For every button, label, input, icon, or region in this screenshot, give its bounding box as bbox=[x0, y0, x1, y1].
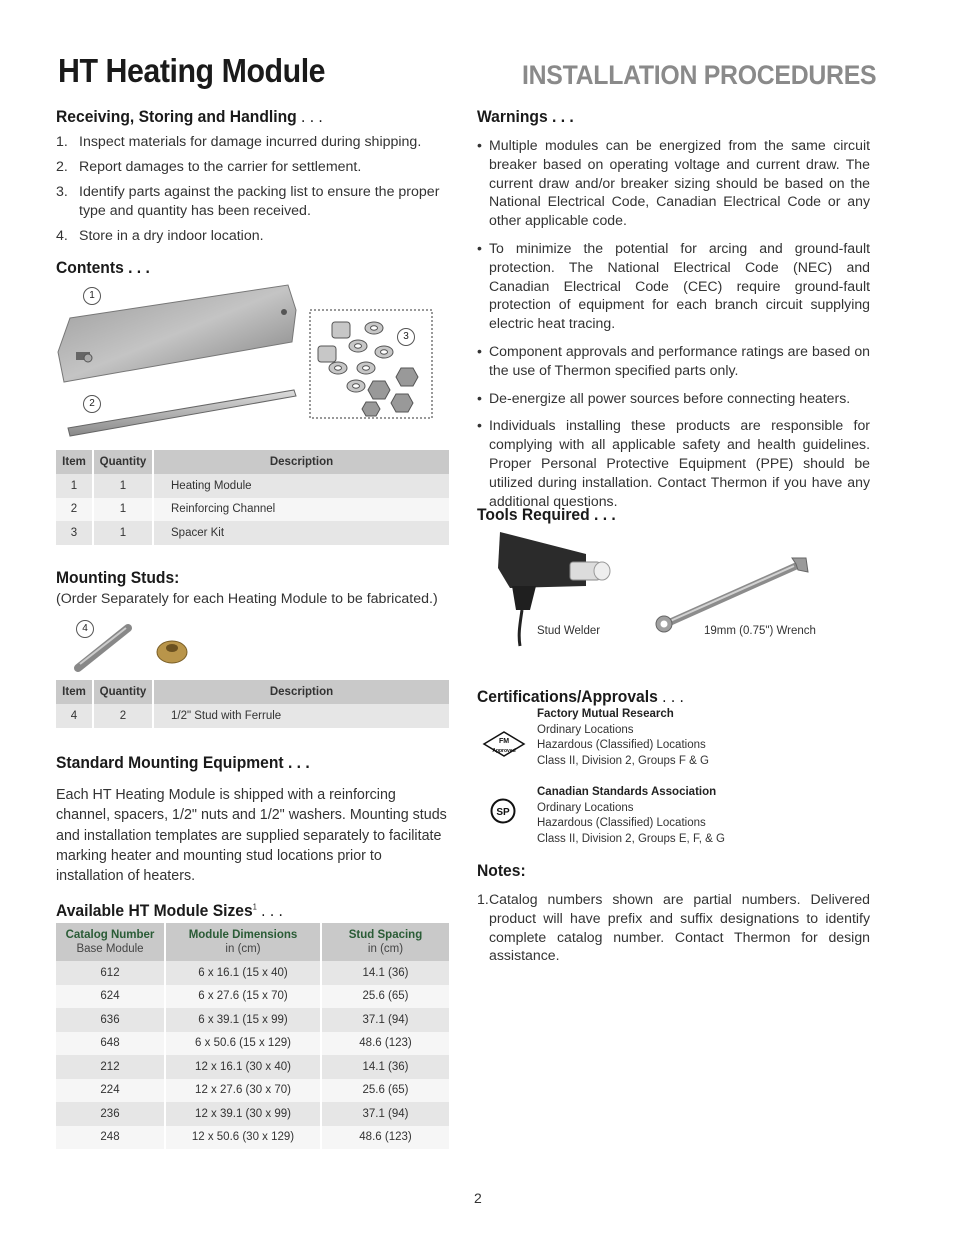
csa-line-1: Ordinary Locations bbox=[537, 802, 634, 814]
note-item: 1. Catalog numbers shown are partial numbers. Delivered product will have prefix and suffix designations to identify complete catalog number. Contact Thermon for design assistance. bbox=[477, 891, 870, 964]
studs-table bbox=[56, 680, 449, 728]
wrench-caption: 19mm (0.75") Wrench bbox=[704, 625, 816, 637]
csa-name: Canadian Standards Association bbox=[537, 786, 717, 798]
equipment-heading: Standard Mounting Equipment . . . bbox=[56, 753, 310, 772]
table-row: 3 1 Spacer Kit bbox=[56, 521, 449, 545]
fm-line-1: Ordinary Locations bbox=[537, 724, 634, 736]
notes-block bbox=[477, 890, 870, 965]
fm-approved-logo bbox=[482, 730, 526, 758]
callout-2: 2 bbox=[83, 395, 101, 413]
list-item: 1. Inspect materials for damage incurred during shipping. bbox=[56, 134, 422, 150]
reinforcing-channel-image bbox=[68, 390, 296, 436]
sizes-table bbox=[56, 923, 449, 1149]
table-row: 248 12 x 50.6 (30 x 129) 48.6 (123) bbox=[56, 1126, 449, 1150]
warnings-block bbox=[477, 136, 870, 519]
table-row: 236 12 x 39.1 (30 x 99) 37.1 (94) bbox=[56, 1102, 449, 1126]
fm-name: Factory Mutual Research bbox=[537, 708, 674, 720]
ferrule-image bbox=[157, 641, 187, 663]
list-item: • De-energize all power sources before connecting heaters. bbox=[477, 389, 870, 408]
contents-table bbox=[56, 450, 449, 545]
fm-line-3: Class II, Division 2, Groups F & G bbox=[537, 755, 709, 767]
csa-line-2: Hazardous (Classified) Locations bbox=[537, 817, 706, 829]
callout-4: 4 bbox=[76, 620, 94, 638]
contents-illustration bbox=[56, 282, 446, 442]
callout-1: 1 bbox=[83, 287, 101, 305]
warnings-list bbox=[477, 136, 870, 510]
table-row: 224 12 x 27.6 (30 x 70) 25.6 (65) bbox=[56, 1079, 449, 1103]
tools-heading: Tools Required . . . bbox=[477, 505, 616, 524]
list-item: 3. Identify parts against the packing list to ensure the proper type and quantity has been received. bbox=[56, 184, 440, 219]
studs-heading: Mounting Studs: bbox=[56, 568, 180, 587]
fm-line-2: Hazardous (Classified) Locations bbox=[537, 739, 706, 751]
csa-line-3: Class II, Division 2, Groups E, F, & G bbox=[537, 833, 725, 845]
svg-text:Approved: Approved bbox=[492, 748, 516, 754]
table-row: 624 6 x 27.6 (15 x 70) 25.6 (65) bbox=[56, 985, 449, 1009]
page-title: HT Heating Module bbox=[58, 52, 326, 89]
svg-text:SP: SP bbox=[496, 807, 510, 818]
notes-heading: Notes: bbox=[477, 861, 526, 880]
receiving-heading: Receiving, Storing and Handling . . . bbox=[56, 107, 323, 126]
page-number: 2 bbox=[474, 1190, 482, 1206]
list-item: 2. Report damages to the carrier for settlement. bbox=[56, 159, 362, 175]
list-item: • To minimize the potential for arcing and ground-fault protection. The National Electrical Code (NEC) and Canadian Electrical Code (CEC) require ground-fault protection of equipment for each branch circuit supplying electric heat tracing. bbox=[477, 239, 870, 333]
callout-3: 3 bbox=[397, 328, 415, 346]
contents-heading: Contents . . . bbox=[56, 258, 150, 277]
table-row: 4 2 1/2" Stud with Ferrule bbox=[56, 704, 449, 728]
csa-logo bbox=[490, 798, 516, 824]
table-row: 1 1 Heating Module bbox=[56, 474, 449, 498]
receiving-list bbox=[56, 133, 446, 246]
warnings-heading: Warnings . . . bbox=[477, 107, 574, 126]
table-header-row: Item Quantity Description bbox=[56, 680, 449, 704]
equipment-text: Each HT Heating Module is shipped with a reinforcing channel, spacers, 1/2" nuts and 1/2" washers. Mounting studs and installation templates are supplied separately to facilitate marking heater and mounting stud locations prior to installation of heaters. bbox=[56, 787, 447, 885]
table-row: 612 6 x 16.1 (15 x 40) 14.1 (36) bbox=[56, 961, 449, 985]
table-header-row: Catalog Number Base Module Module Dimensions in (cm) Stud Spacing in (cm) bbox=[56, 923, 449, 961]
list-item: • Multiple modules can be energized from the same circuit breaker based on operating voltage and current draw. The current draw and/or breaker sizing should be based on the National Electrical Code, Canadian Electrical Code or any other applicable code. bbox=[477, 136, 870, 230]
table-row: 648 6 x 50.6 (15 x 129) 48.6 (123) bbox=[56, 1032, 449, 1056]
sizes-heading: Available HT Module Sizes$^1$ . . . bbox=[56, 901, 283, 920]
list-item: • Component approvals and performance ratings are based on the use of Thermon specified parts only. bbox=[477, 342, 870, 380]
receiving-list-block bbox=[56, 133, 446, 252]
studs-note: (Order Separately for each Heating Module to be fabricated.) bbox=[56, 591, 438, 607]
list-item: 4. Store in a dry indoor location. bbox=[56, 228, 264, 244]
certs-heading: Certifications/Approvals . . . bbox=[477, 687, 684, 706]
stud-welder-caption: Stud Welder bbox=[537, 625, 601, 637]
table-row: 2 1 Reinforcing Channel bbox=[56, 498, 449, 522]
table-header-row: Item Quantity Description bbox=[56, 450, 449, 474]
table-row: 636 6 x 39.1 (15 x 99) 37.1 (94) bbox=[56, 1008, 449, 1032]
table-row: 212 12 x 16.1 (30 x 40) 14.1 (36) bbox=[56, 1055, 449, 1079]
svg-text:FM: FM bbox=[498, 738, 510, 745]
wrench-image bbox=[656, 558, 808, 632]
list-item: • Individuals installing these products are responsible for complying with all applicable safety and health guidelines. Proper Personal Protective Equipment (PPE) should be utilized during installation. Contact Thermon if you have any additional questions. bbox=[477, 416, 870, 510]
page-subtitle: INSTALLATION PROCEDURES bbox=[522, 60, 877, 90]
